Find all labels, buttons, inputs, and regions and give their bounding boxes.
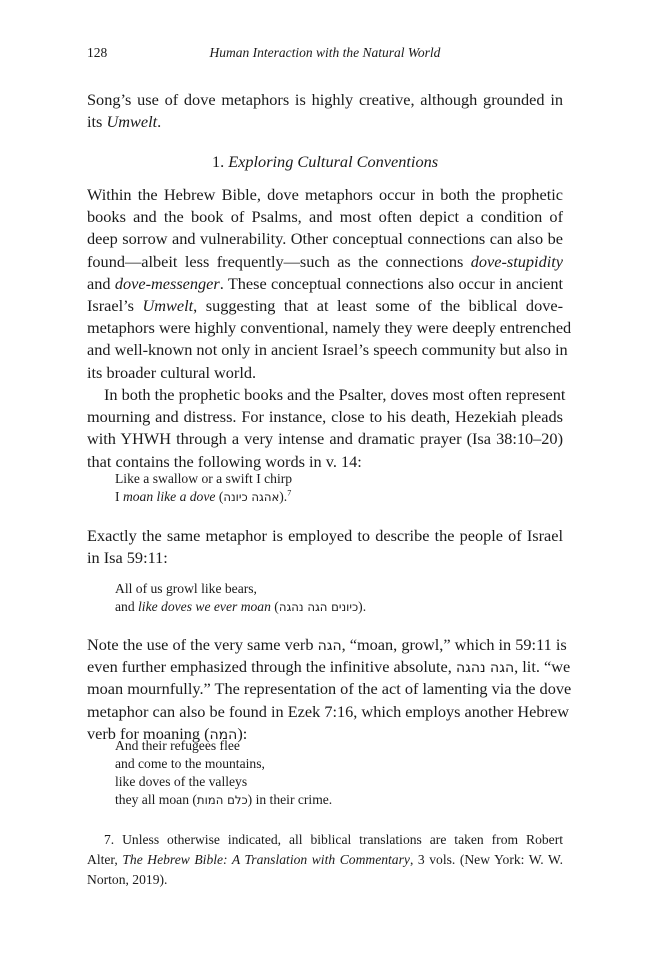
- paragraph-dove-metaphors: [87, 184, 572, 384]
- quote-line: like doves of the valleys: [115, 774, 248, 789]
- text-line: verb for moaning (המה):: [87, 723, 248, 743]
- paragraph-hezekiah: [87, 384, 566, 473]
- text-line: metaphors were highly conventional, namely they were deeply entrenched: [87, 318, 572, 338]
- quote-line: and come to the mountains,: [115, 756, 265, 771]
- quote-line: Like a swallow or a swift I chirp: [115, 471, 293, 486]
- text-line: its broader cultural world.: [87, 362, 257, 382]
- footnote-line: 7. Unless otherwise indicated, all biblical translations are taken from Robert: [104, 832, 563, 847]
- text-line: even further emphasized through the infinitive absolute, הגה נהגה, lit. “we: [87, 657, 571, 677]
- text-line: Exactly the same metaphor is employed to describe the people of Israel: [87, 526, 563, 545]
- text-line: in Isa 59:11:: [87, 548, 168, 568]
- text-line: books and the book of Psalms, and most often depict a condition of: [87, 207, 563, 227]
- text-line: found—albeit less frequently—such as the connections dove-stupidity: [87, 251, 563, 271]
- footnote-marker: 7: [287, 488, 292, 498]
- text-line: Within the Hebrew Bible, dove metaphors occur in both the prophetic: [87, 185, 563, 204]
- text-line: deep sorrow and vulnerability. Other conceptual connections can also be: [87, 229, 563, 249]
- text-line: and well-known not only in ancient Israel’s speech community but also in: [87, 340, 568, 360]
- paragraph-verb-analysis: [87, 634, 572, 745]
- running-title: Human Interaction with the Natural World: [209, 45, 441, 60]
- text-line: and dove-messenger. These conceptual connections also occur in ancient: [87, 273, 564, 293]
- text-line: moan mournfully.” The representation of the act of lamenting via the dove: [87, 679, 572, 699]
- text-line: metaphor can also be found in Ezek 7:16, which employs another Hebrew: [87, 701, 569, 721]
- quote-line: and like doves we ever moan (כיונים הגה נהגה).: [115, 599, 367, 614]
- text-line: mourning and distress. For instance, close to his death, Hezekiah pleads: [87, 407, 563, 427]
- text-line: its Umwelt.: [87, 112, 162, 132]
- block-quote-isa-38: [115, 470, 555, 506]
- quote-line: they all moan (כלם המות) in their crime.: [115, 792, 333, 807]
- footnote: [87, 830, 563, 890]
- quote-line: I moan like a dove (אהגה כיונה).$^7$: [115, 488, 292, 504]
- text-line: Israel’s Umwelt, suggesting that at least some of the biblical dove-: [87, 295, 563, 315]
- page-number: 128: [87, 45, 108, 60]
- footnote-line: Alter, The Hebrew Bible: A Translation with Commentary, 3 vols. (New York: W. W.: [87, 852, 563, 867]
- quote-line: All of us growl like bears,: [115, 581, 257, 596]
- running-header: [87, 45, 563, 65]
- section-heading: 1. Exploring Cultural Conventions: [211, 152, 439, 171]
- block-quote-ezek-7: [115, 737, 555, 809]
- text-line: Song’s use of dove metaphors is highly creative, although grounded in: [87, 90, 563, 109]
- text-line: that contains the following words in v. 14:: [87, 451, 362, 471]
- quote-line: And their refugees flee: [115, 738, 240, 753]
- block-quote-isa-59: [115, 580, 555, 616]
- footnote-line: Norton, 2019).: [87, 872, 168, 887]
- intro-paragraph: [87, 89, 563, 133]
- text-line: Note the use of the very same verb הגה, “moan, growl,” which in 59:11 is: [87, 635, 567, 654]
- text-line: In both the prophetic books and the Psalter, doves most often represent: [104, 385, 566, 404]
- text-line: with YHWH through a very intense and dramatic prayer (Isa 38:10–20): [87, 429, 563, 449]
- paragraph-isa-59: [87, 525, 563, 569]
